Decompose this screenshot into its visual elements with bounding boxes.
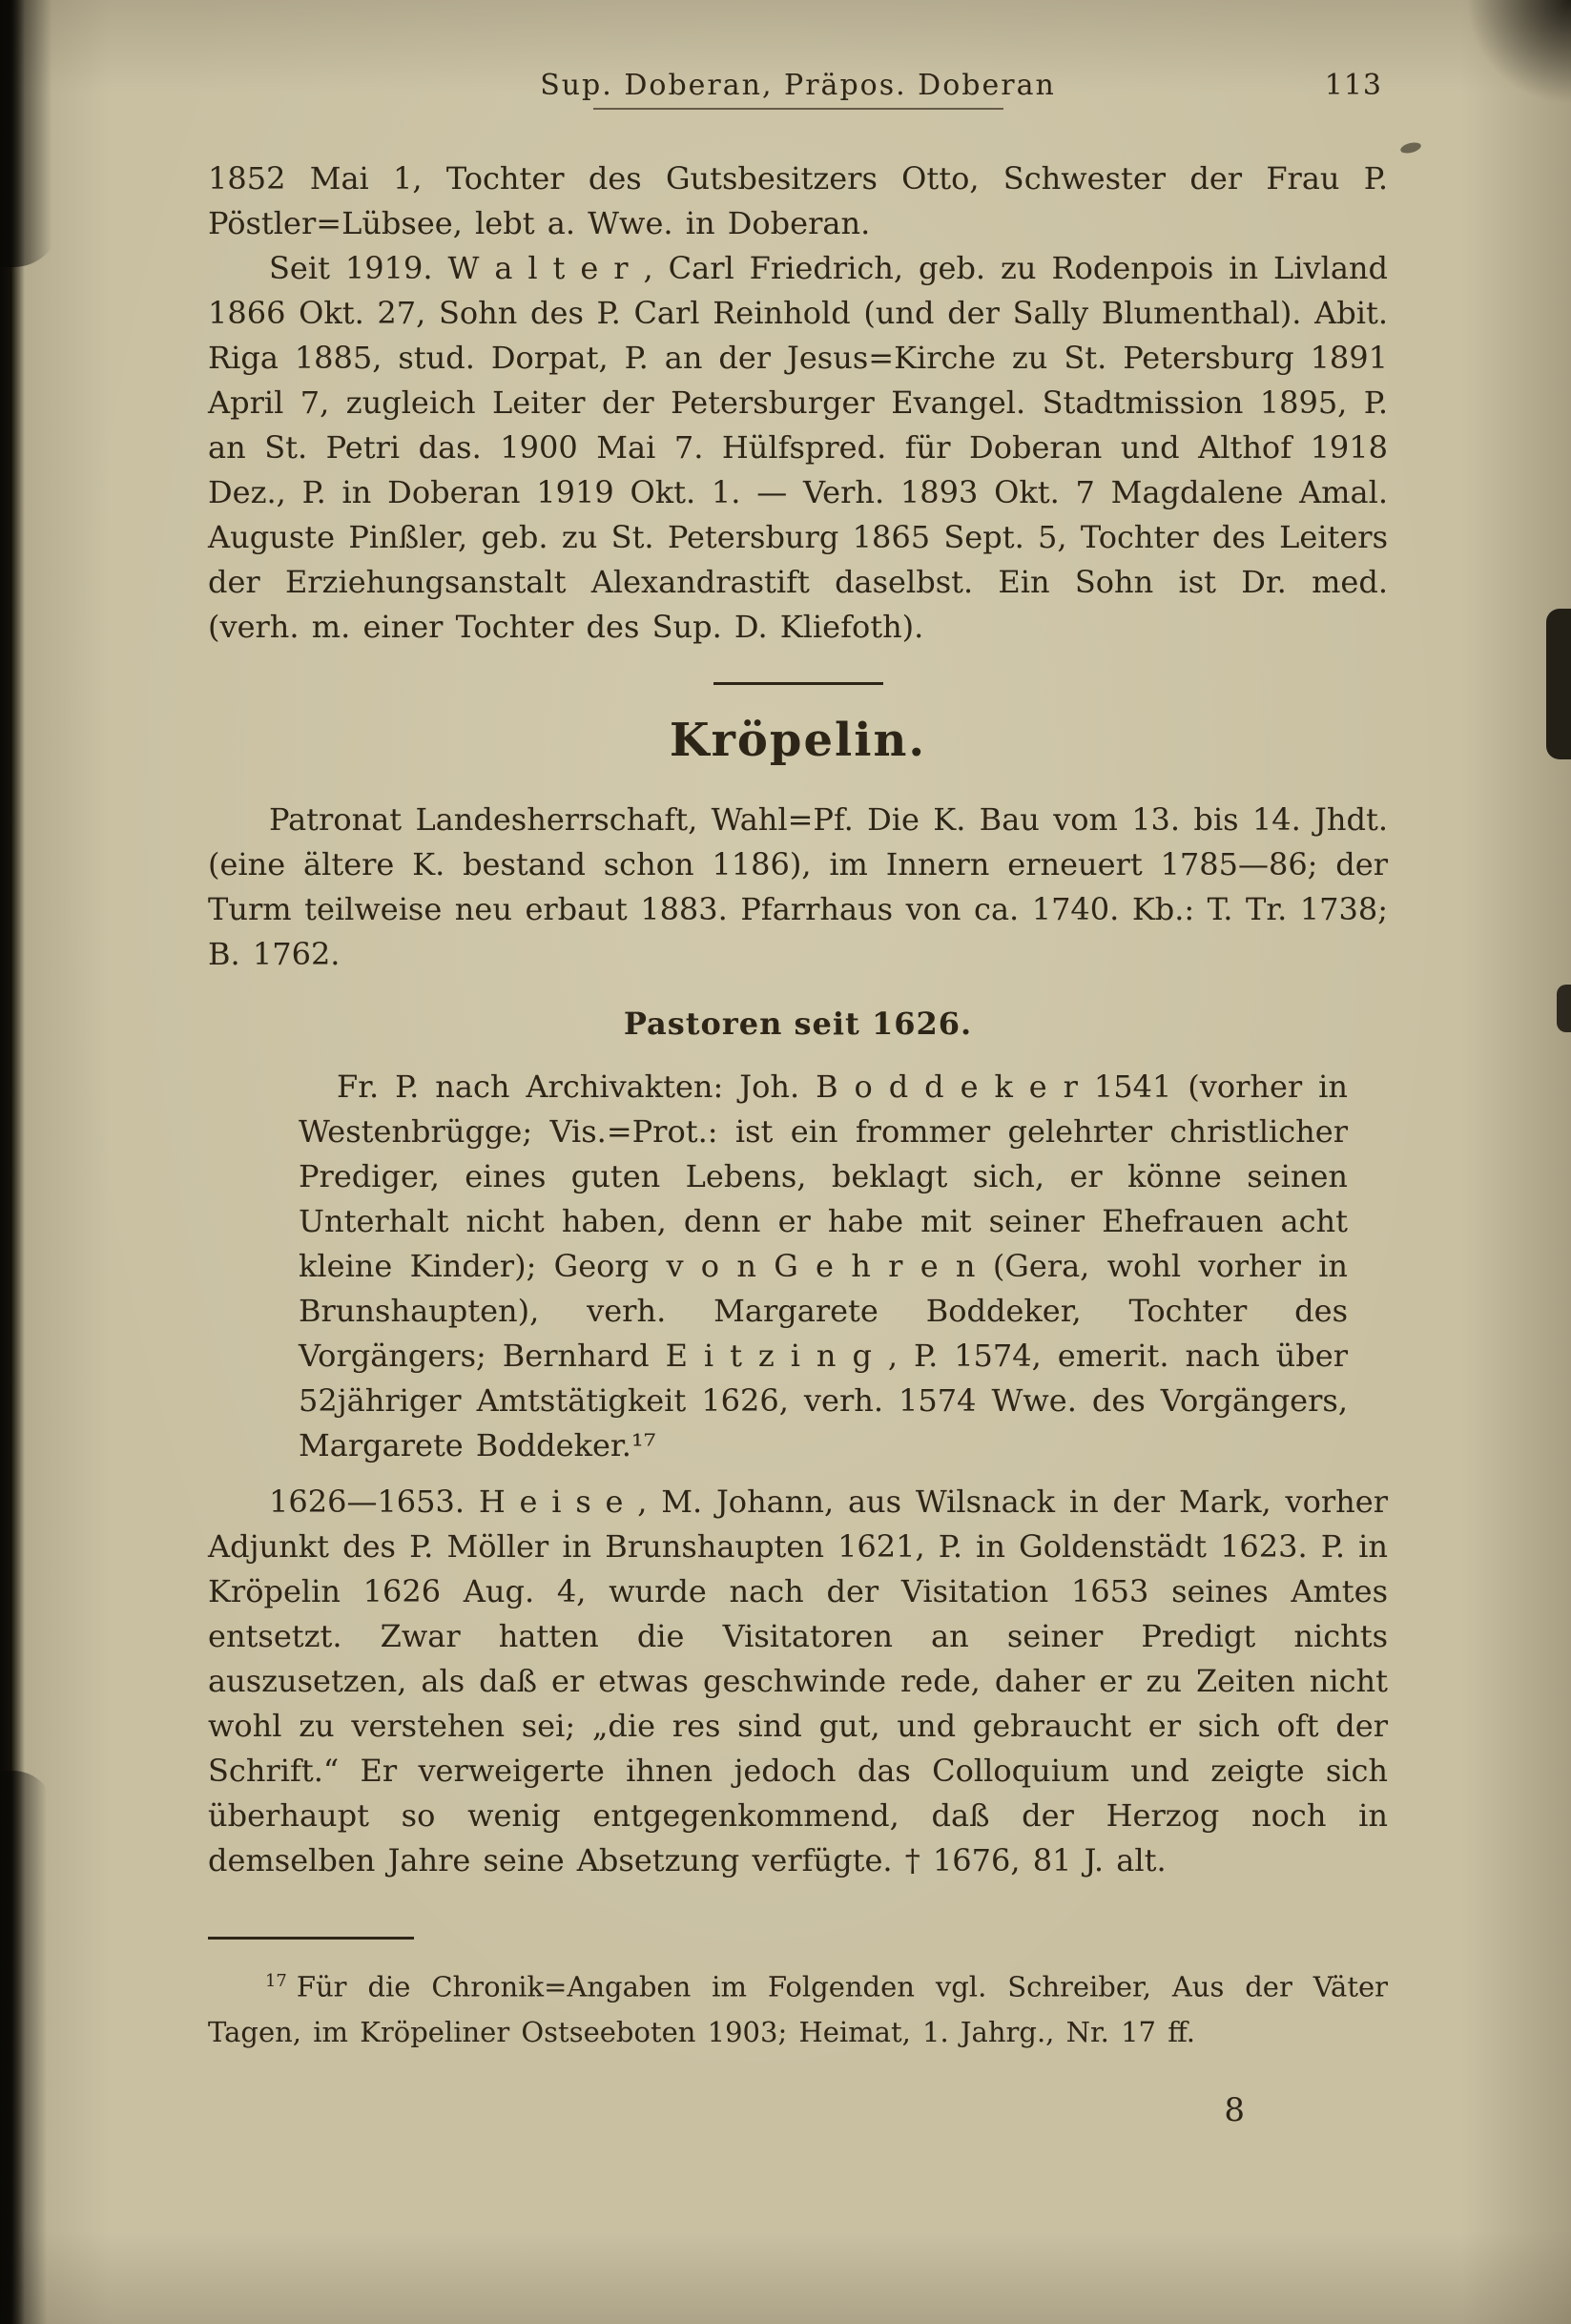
paragraph-heise: 1626—1653. H e i s e , M. Johann, aus Wilsnack in der Mark, vorher Adjunkt des P. Möller in Brunshaupten 1621, P. in Goldenstädt 1623. P. in Kröpelin 1626 Aug. 4, wurde nach der Visitation 1653 seines Amtes entsetzt. Zwar hatten die Visitatoren an seiner Predigt nichts auszusetzen, als daß er etwas geschwinde rede, daher er zu Zeiten nicht wohl zu verstehen sei; „die res sind gut, und gebraucht er sich oft der Schrift.“ Er verweigerte ihnen jedoch das Colloquium und zeigte sich überhaupt so wenig entgegenkommend, daß der Herzog noch in demselben Jahre seine Absetzung verfügte. † 1676, 81 J. alt. <box>208 1484 1388 1878</box>
scan-edge-left-shadow <box>0 0 25 2324</box>
section-heading-kroepelin: Kröpelin. <box>669 714 927 767</box>
scan-right-edge-mark-small <box>1557 985 1571 1032</box>
text-block <box>208 69 1388 2129</box>
paragraph-archivakten: Fr. P. nach Archivakten: Joh. B o d d e k e r 1541 (vorher in Westenbrügge; Vis.=Prot.: ist ein frommer gelehrter christlicher Prediger, eines guten Lebens, beklagt sich, er könne seinen Unterhalt nicht haben, denn er habe mit seiner Ehefrauen acht kleine Kinder); Georg v o n G e h r e n (Gera, wohl vorher in Brunshaupten), verh. Margarete Boddeker, Tochter des Vorgängers; Bernhard E i t z i n g , P. 1574, emerit. nach über 52jähriger Amtstätigkeit 1626, verh. 1574 Wwe. des Vorgängers, Margarete Boddeker.¹⁷ <box>299 1069 1348 1463</box>
scan-corner-bottom-left-shadow <box>0 1771 55 2324</box>
page-number-top: 113 <box>1324 69 1382 102</box>
section-divider-rule <box>713 682 883 685</box>
paragraph-continuation: 1852 Mai 1, Tochter des Gutsbesitzers Otto, Schwester der Frau P. Pöstler=Lübsee, lebt a. Wwe. in Doberan. <box>208 160 1388 241</box>
footnote-text: Für die Chronik=Angaben im Folgenden vgl. Schreiber, Aus der Väter Tagen, im Kröpeliner Ostseeboten 1903; Heimat, 1. Jahrg., Nr. 17 ff. <box>208 1970 1388 2048</box>
footnote-marker: 17 <box>265 1971 287 1991</box>
running-header <box>208 69 1388 114</box>
subheading-pastoren: Pastoren seit 1626. <box>623 1006 973 1042</box>
scan-ink-speck <box>1399 140 1422 155</box>
footnote <box>208 1959 1388 2055</box>
footnote-rule <box>208 1937 414 1940</box>
scan-corner-top-right-shadow <box>1466 0 1571 105</box>
running-title: Sup. Doberan, Präpos. Doberan <box>208 69 1388 110</box>
page-number-bottom: 8 <box>1224 2090 1245 2129</box>
scan-corner-top-left-shadow <box>0 0 61 267</box>
paragraph-patronat: Patronat Landesherrschaft, Wahl=Pf. Die K. Bau vom 13. bis 14. Jhdt. (eine ältere K. bestand schon 1186), im Innern erneuert 1785—86; der Turm teilweise neu erbaut 1883. Pfarrhaus von ca. 1740. Kb.: T. Tr. 1738; B. 1762. <box>208 801 1388 972</box>
scan-right-edge-mark-large <box>1546 609 1571 759</box>
paragraph-walter: Seit 1919. W a l t e r , Carl Friedrich, geb. zu Rodenpois in Livland 1866 Okt. 27, Sohn des P. Carl Reinhold (und der Sally Blumenthal). Abit. Riga 1885, stud. Dorpat, P. an der Jesus=Kirche zu St. Petersburg 1891 April 7, zugleich Leiter der Petersburger Evangel. Stadtmission 1895, P. an St. Petri das. 1900 Mai 7. Hülfspred. für Doberan und Althof 1918 Dez., P. in Doberan 1919 Okt. 1. — Verh. 1893 Okt. 7 Magdalene Amal. Auguste Pinßler, geb. zu St. Petersburg 1865 Sept. 5, Tochter des Leiters der Erziehungsanstalt Alexandrastift daselbst. Ein Sohn ist Dr. med. (verh. m. einer Tochter des Sup. D. Kliefoth). <box>208 250 1388 645</box>
